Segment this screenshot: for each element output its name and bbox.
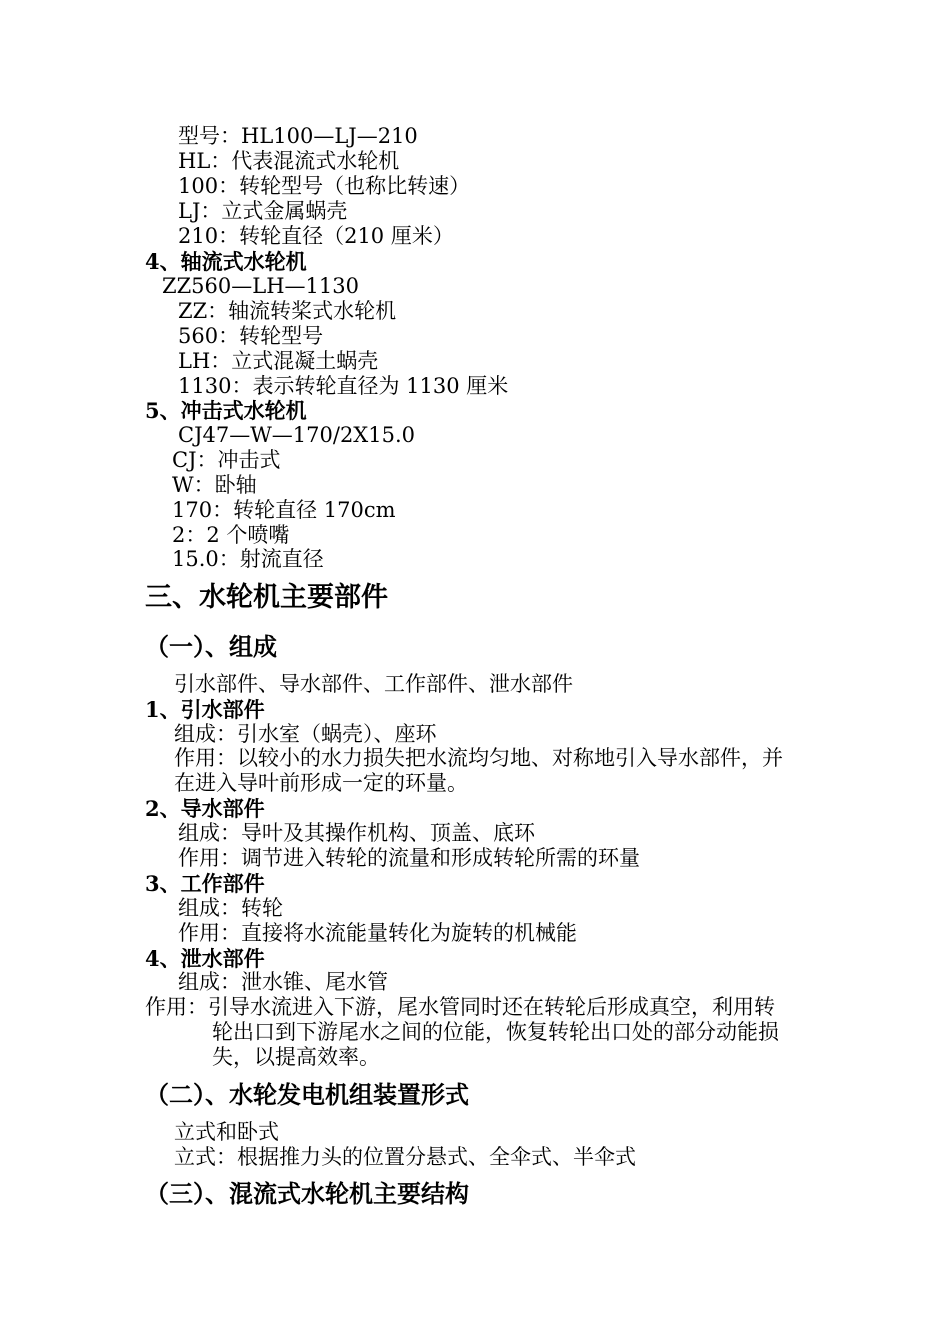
text-line: HL：代表混流式水轮机 [178, 149, 400, 173]
text-line: 组成：泄水锥、尾水管 [178, 970, 388, 994]
text-line: 560：转轮型号 [178, 324, 324, 348]
chapter-heading: 三、水轮机主要部件 [145, 582, 388, 613]
text-line: 作用：调节进入转轮的流量和形成转轮所需的环量 [178, 846, 640, 870]
subsection-heading: （二）、水轮发电机组装置形式 [145, 1080, 469, 1109]
text-line: 组成：导叶及其操作机构、顶盖、底环 [178, 821, 535, 845]
text-line: 立式：根据推力头的位置分悬式、全伞式、半伞式 [174, 1145, 636, 1169]
text-line: 型号：HL100—LJ—210 [178, 124, 418, 148]
subsection-heading: （三）、混流式水轮机主要结构 [145, 1179, 469, 1208]
text-line: 作用：引导水流进入下游，尾水管同时还在转轮后形成真空，利用转 [145, 995, 775, 1019]
section-heading: 5、冲击式水轮机 [145, 398, 307, 423]
text-line: 作用：直接将水流能量转化为旋转的机械能 [178, 921, 577, 945]
text-line: LH：立式混凝土蜗壳 [178, 349, 379, 373]
section-heading: 2、导水部件 [145, 796, 265, 821]
text-line: 组成：转轮 [178, 896, 283, 920]
text-line: 引水部件、导水部件、工作部件、泄水部件 [174, 672, 573, 696]
text-line: 2：2 个喷嘴 [172, 523, 290, 547]
text-line: CJ：冲击式 [172, 448, 281, 472]
section-heading: 3、工作部件 [145, 871, 265, 896]
text-line: 170：转轮直径 170cm [172, 498, 396, 522]
text-line: CJ47—W—170/2X15.0 [178, 423, 416, 447]
text-line: W：卧轴 [172, 473, 257, 497]
text-line: 失，以提高效率。 [212, 1045, 380, 1069]
text-line: 100：转轮型号（也称比转速） [178, 174, 471, 198]
text-line: 在进入导叶前形成一定的环量。 [174, 771, 468, 795]
section-heading: 4、泄水部件 [145, 946, 265, 971]
subsection-heading: （一）、组成 [145, 632, 277, 661]
text-line: 1130：表示转轮直径为 1130 厘米 [178, 374, 509, 398]
text-line: 15.0：射流直径 [172, 547, 324, 571]
text-line: 作用：以较小的水力损失把水流均匀地、对称地引入导水部件，并 [174, 746, 783, 770]
text-line: 组成：引水室（蜗壳）、座环 [174, 722, 437, 746]
text-line: ZZ：轴流转桨式水轮机 [178, 299, 397, 323]
text-line: LJ：立式金属蜗壳 [178, 199, 348, 223]
text-line: ZZ560—LH—1130 [162, 274, 359, 298]
text-line: 立式和卧式 [174, 1120, 279, 1144]
section-heading: 4、轴流式水轮机 [145, 249, 307, 274]
section-heading: 1、引水部件 [145, 697, 265, 722]
text-line: 210：转轮直径（210 厘米） [178, 224, 454, 248]
text-line: 轮出口到下游尾水之间的位能，恢复转轮出口处的部分动能损 [212, 1020, 779, 1044]
